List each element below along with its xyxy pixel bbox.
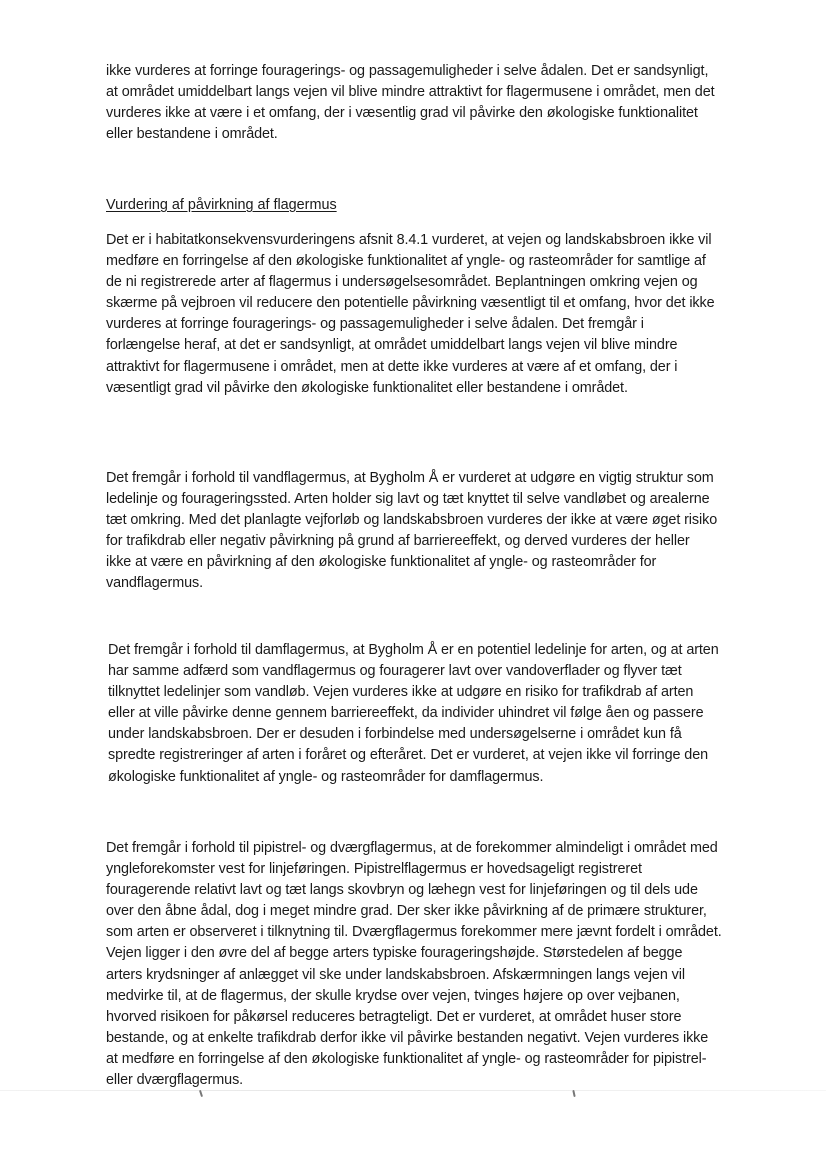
paragraph-pipistrel-dvaergflagermus: Det fremgår i forhold til pipistrel- og dværgflagermus, at de forekommer almindeligt i området med yngleforekomster vest for linjeføringen. Pipistrelflagermus er hovedsageligt registreret fouragerende relativt lavt og tæt langs skovbryn og læhegn vest for linjeføringen og til dels ude over den åbne ådal, dog i meget mindre grad. Der sker ikke påvirkning af de primære strukturer, som arten er observeret i tilknytning til. Dværgflagermus forekommer mere jævnt fordelt i området. Vejen ligger i den øvre del af begge arters typiske fourageringshøjde. Størstedelen af begge arters krydsninger af anlægget vil ske under landskabsbroen. Afskærmningen langs vejen vil medvirke til, at de flagermus, der skulle krydse over vejen, tvinges højere op over vejbanen, hvorved risikoen for påkørsel reduceres betragteligt. Det er vurderet, at området huser store bestande, og at enkelte trafikdrab derfor ikke vil påvirke bestanden negativt. Vejen vurderes ikke at medføre en forringelse af den økologiske funktionalitet af yngle- og rasteområder for pipistrel- eller dværgflagermus. — [106, 840, 722, 1089]
paragraph-vandflagermus: Det fremgår i forhold til vandflagermus, at Bygholm Å er vurderet at udgøre en vigtig struktur som ledelinje og fourageringssted. Arten holder sig lavt og tæt knyttet til selve vandløbet og arealerne tæt omkring. Med det planlagte vejforløb og landskabsbroen vurderes der ikke at være øget risiko for trafikdrab eller negativ påvirkning på grund af barriereeffekt, og derved vurderes der heller ikke at være en påvirkning af den økologiske funktionalitet af yngle- og rasteområder for vandflagermus. — [106, 470, 718, 592]
paragraph-general-assessment: Det er i habitatkonsekvensvurderingens afsnit 8.4.1 vurderet, at vejen og landskabsbroen ikke vil medføre en forringelse af den økologiske funktionalitet af yngle- og rasteområder for samtlige af de ni registrerede arter af flagermus i undersøgelsesområdet. Beplantningen omkring vejen og skærme på vejbroen vil reducere den potentielle påvirkning væsentligt til et omfang, hvor det ikke vurderes at forringe fouragerings- og passagemuligheder i selve ådalen. Det fremgår i forlængelse heraf, at det er sandsynligt, at området umiddelbart langs vejen vil blive mindre attraktivt for flagermusene i området, men at dette ikke vurderes at være af et omfang, der i væsentligt grad vil påvirke den økologiske funktionalitet eller bestandene i området. — [106, 232, 715, 396]
paragraph-damflagermus: Det fremgår i forhold til damflagermus, at Bygholm Å er en potentiel ledelinje for arten, og at arten har samme adfærd som vandflagermus og fouragerer lavt over vandoverflader og flyver tæt tilknyttet ledelinjer som vandløb. Vejen vurderes ikke at udgøre en risiko for trafikdrab af arten eller at ville påvirke denne gennem barriereeffekt, da individer uhindret vil følge åen og passere under landskabsbroen. Der er desuden i forbindelse med undersøgelserne i området kun få spredte registreringer af arten i foråret og efteråret. Det er vurderet, at vejen ikke vil forringe den økologiske funktionalitet af yngle- og rasteområder for damflagermus. — [108, 642, 719, 785]
section-heading: Vurdering af påvirkning af flagermus — [106, 197, 337, 213]
scan-artifact-line — [0, 1090, 826, 1091]
intro-paragraph: ikke vurderes at forringe fouragerings- og passagemuligheder i selve ådalen. Det er sandsynligt, at området umiddelbart langs vejen vil blive mindre attraktivt for flagermusene i området, men det vurderes ikke at være i et omfang, der i væsentlig grad vil påvirke den økologiske funktionalitet eller bestandene i området. — [106, 63, 715, 143]
